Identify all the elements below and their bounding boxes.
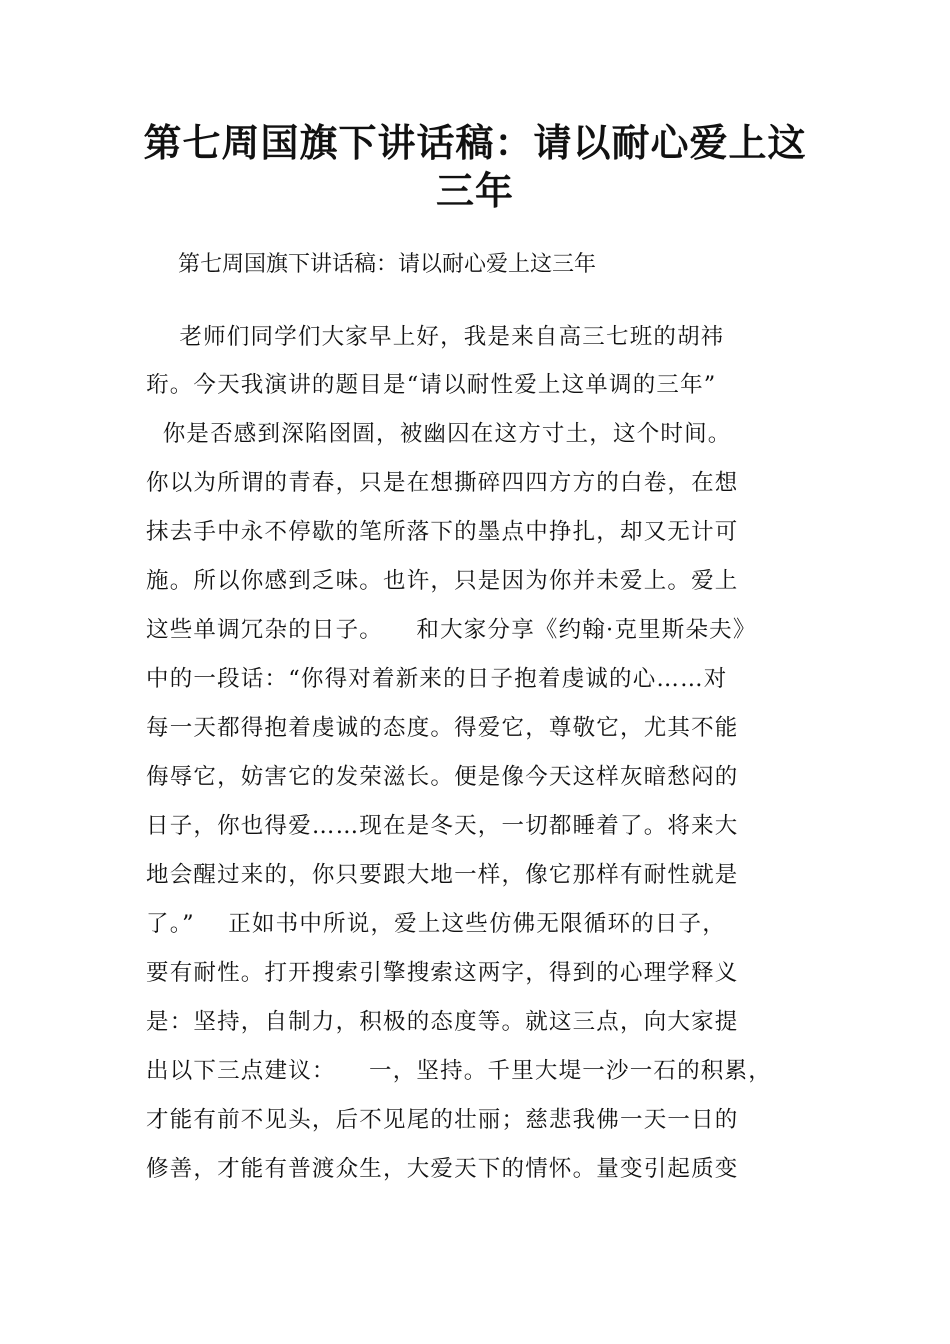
body-line: 出以下三点建议： 一，坚持。千里大堤一沙一石的积累， (146, 1058, 772, 1084)
body-line: 地会醒过来的，你只要跟大地一样，像它那样有耐性就是 (146, 862, 739, 888)
document-title-line-2: 三年 (435, 169, 514, 213)
body-line: 这些单调冗杂的日子。 和大家分享《约翰·克里斯朵夫》 (146, 617, 757, 643)
body-line: 日子，你也得爱……现在是冬天，一切都睡着了。将来大 (146, 813, 739, 839)
body-line: 珩。今天我演讲的题目是“请以耐性爱上这单调的三年” (146, 372, 717, 398)
document-subtitle: 第七周国旗下讲话稿：请以耐心爱上这三年 (178, 252, 597, 277)
body-line: 老师们同学们大家早上好，我是来自高三七班的胡祎 (146, 324, 725, 350)
body-line: 每一天都得抱着虔诚的态度。得爱它，尊敬它，尤其不能 (146, 715, 739, 741)
body-line: 你是否感到深陷囹圄，被幽囚在这方寸土，这个时间。 (146, 421, 732, 447)
body-line: 要有耐性。打开搜索引擎搜索这两字，得到的心理学释义 (146, 960, 739, 986)
body-line: 中的一段话：“你得对着新来的日子抱着虔诚的心……对 (146, 666, 728, 692)
body-line: 侮辱它，妨害它的发荣滋长。便是像今天这样灰暗愁闷的 (146, 764, 739, 790)
document-title-line-1: 第七周国旗下讲话稿：请以耐心爱上这 (143, 121, 807, 165)
body-line: 才能有前不见头，后不见尾的壮丽；慈悲我佛一天一日的 (146, 1107, 739, 1133)
body-line: 了。” 正如书中所说，爱上这些仿佛无限循环的日子， (146, 911, 726, 937)
body-line: 你以为所谓的青春，只是在想撕碎四四方方的白卷，在想 (146, 470, 739, 496)
body-line: 修善，才能有普渡众生，大爱天下的情怀。量变引起质变 (146, 1156, 739, 1182)
body-line: 施。所以你感到乏味。也许，只是因为你并未爱上。爱上 (146, 568, 739, 594)
body-line: 抹去手中永不停歇的笔所落下的墨点中挣扎，却又无计可 (146, 519, 739, 545)
body-line: 是：坚持，自制力，积极的态度等。就这三点，向大家提 (146, 1009, 739, 1035)
